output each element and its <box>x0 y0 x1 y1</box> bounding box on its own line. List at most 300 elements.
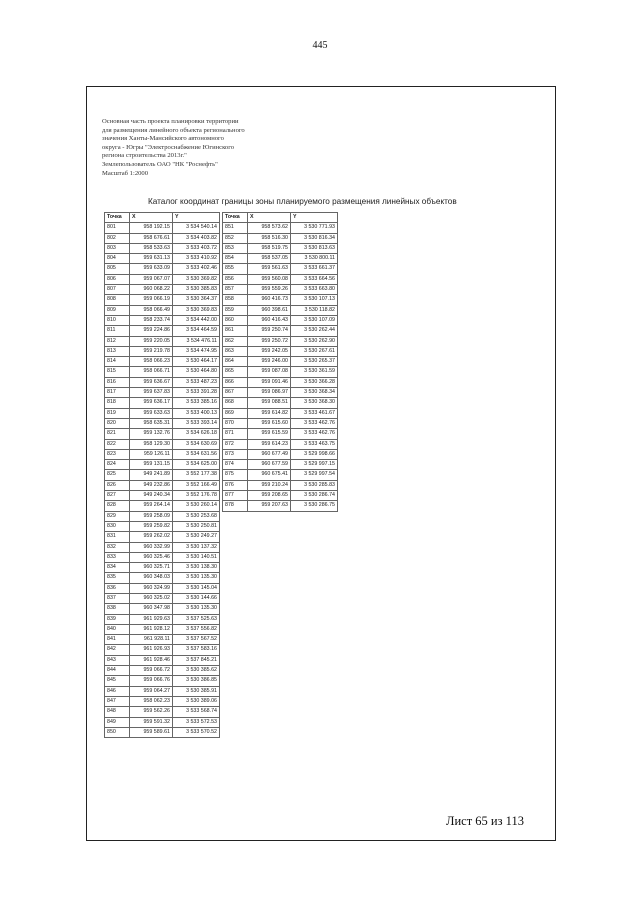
point-cell: 860 <box>223 315 248 325</box>
y-cell: 3 530 369.82 <box>173 274 220 284</box>
table-row <box>223 326 338 336</box>
point-cell: 838 <box>105 604 130 614</box>
y-cell: 3 530 816.34 <box>291 233 338 243</box>
table-row <box>105 717 220 727</box>
point-cell: 825 <box>105 470 130 480</box>
point-cell: 824 <box>105 460 130 470</box>
point-cell: 813 <box>105 346 130 356</box>
x-cell: 960 416.73 <box>248 295 291 305</box>
x-cell: 959 614.82 <box>248 408 291 418</box>
y-cell: 3 533 461.67 <box>291 408 338 418</box>
x-cell: 958 573.62 <box>248 223 291 233</box>
table-row <box>223 367 338 377</box>
x-cell: 959 250.72 <box>248 336 291 346</box>
x-cell: 958 519.75 <box>248 243 291 253</box>
point-cell: 850 <box>105 727 130 737</box>
y-cell: 3 530 813.63 <box>291 243 338 253</box>
x-cell: 959 633.09 <box>130 264 173 274</box>
table-row <box>105 573 220 583</box>
y-cell: 3 530 389.06 <box>173 696 220 706</box>
x-cell: 959 591.32 <box>130 717 173 727</box>
table-row <box>223 418 338 428</box>
point-cell: 822 <box>105 439 130 449</box>
x-cell: 959 258.09 <box>130 511 173 521</box>
x-cell: 959 614.23 <box>248 439 291 449</box>
x-cell: 960 324.99 <box>130 583 173 593</box>
table-row <box>223 243 338 253</box>
y-cell: 3 530 144.66 <box>173 593 220 603</box>
point-cell: 844 <box>105 666 130 676</box>
x-cell: 961 928.46 <box>130 655 173 665</box>
x-cell: 960 332.99 <box>130 542 173 552</box>
table-row <box>223 223 338 233</box>
point-cell: 837 <box>105 593 130 603</box>
table-row <box>223 295 338 305</box>
y-cell: 3 537 845.21 <box>173 655 220 665</box>
x-cell: 959 066.19 <box>130 295 173 305</box>
table-row <box>223 439 338 449</box>
point-cell: 869 <box>223 408 248 418</box>
point-cell: 836 <box>105 583 130 593</box>
y-cell: 3 530 145.04 <box>173 583 220 593</box>
point-cell: 827 <box>105 491 130 501</box>
header-line: округа - Югры "Электроснабжение Югинского <box>102 143 235 151</box>
point-cell: 801 <box>105 223 130 233</box>
y-cell: 3 530 260.14 <box>173 501 220 511</box>
y-cell: 3 534 403.82 <box>173 233 220 243</box>
table-row <box>105 686 220 696</box>
point-cell: 820 <box>105 418 130 428</box>
x-cell: 959 086.97 <box>248 388 291 398</box>
y-cell: 3 530 364.37 <box>173 295 220 305</box>
table-row <box>105 666 220 676</box>
table-row <box>223 264 338 274</box>
table-row <box>105 635 220 645</box>
point-cell: 832 <box>105 542 130 552</box>
x-cell: 959 224.86 <box>130 326 173 336</box>
table-row <box>105 408 220 418</box>
x-cell: 958 676.61 <box>130 233 173 243</box>
y-cell: 3 533 462.76 <box>291 418 338 428</box>
table-row <box>223 449 338 459</box>
table-row <box>223 408 338 418</box>
table-row <box>105 285 220 295</box>
point-cell: 835 <box>105 573 130 583</box>
point-cell: 864 <box>223 357 248 367</box>
x-cell: 959 132.76 <box>130 429 173 439</box>
x-cell: 959 087.08 <box>248 367 291 377</box>
table-row <box>223 346 338 356</box>
header-line: Основная часть проекта планировки территории <box>102 118 239 125</box>
point-cell: 815 <box>105 367 130 377</box>
table-row <box>223 274 338 284</box>
y-cell: 3 534 540.14 <box>173 223 220 233</box>
y-cell: 3 529 998.66 <box>291 449 338 459</box>
x-cell: 960 068.22 <box>130 285 173 295</box>
x-cell: 959 246.00 <box>248 357 291 367</box>
y-cell: 3 533 572.53 <box>173 717 220 727</box>
x-cell: 958 066.71 <box>130 367 173 377</box>
y-cell: 3 534 625.00 <box>173 460 220 470</box>
point-cell: 846 <box>105 686 130 696</box>
x-cell: 959 126.11 <box>130 449 173 459</box>
y-cell: 3 533 570.52 <box>173 727 220 737</box>
page-number: 445 <box>312 40 328 51</box>
x-cell: 958 537.05 <box>248 254 291 264</box>
y-cell: 3 534 631.56 <box>173 449 220 459</box>
table-row <box>105 501 220 511</box>
table-row <box>105 429 220 439</box>
table-row <box>105 295 220 305</box>
point-cell: 877 <box>223 491 248 501</box>
point-cell: 852 <box>223 233 248 243</box>
point-cell: 816 <box>105 377 130 387</box>
x-cell: 961 929.63 <box>130 614 173 624</box>
point-cell: 870 <box>223 418 248 428</box>
point-cell: 859 <box>223 305 248 315</box>
x-cell: 959 091.46 <box>248 377 291 387</box>
table-row <box>105 655 220 665</box>
table-row <box>223 254 338 264</box>
table-row <box>105 583 220 593</box>
point-cell: 853 <box>223 243 248 253</box>
y-cell: 3 534 464.59 <box>173 326 220 336</box>
y-cell: 3 534 474.95 <box>173 346 220 356</box>
y-cell: 3 530 138.30 <box>173 563 220 573</box>
table-body-right <box>223 223 338 511</box>
x-cell: 959 250.74 <box>248 326 291 336</box>
point-cell: 821 <box>105 429 130 439</box>
y-cell: 3 530 286.74 <box>291 491 338 501</box>
y-cell: 3 530 262.90 <box>291 336 338 346</box>
y-cell: 3 552 176.78 <box>173 491 220 501</box>
point-cell: 807 <box>105 285 130 295</box>
table-header-row <box>223 213 338 223</box>
point-cell: 828 <box>105 501 130 511</box>
y-cell: 3 537 556.82 <box>173 624 220 634</box>
y-cell: 3 533 400.13 <box>173 408 220 418</box>
point-cell: 862 <box>223 336 248 346</box>
table-row <box>223 470 338 480</box>
table-row <box>105 593 220 603</box>
table-row <box>105 460 220 470</box>
x-cell: 959 220.05 <box>130 336 173 346</box>
table-row <box>105 604 220 614</box>
point-cell: 803 <box>105 243 130 253</box>
x-cell: 949 240.34 <box>130 491 173 501</box>
y-cell: 3 530 385.91 <box>173 686 220 696</box>
point-cell: 861 <box>223 326 248 336</box>
column-header-y: Y <box>173 213 220 223</box>
x-cell: 959 131.15 <box>130 460 173 470</box>
document-header <box>102 118 422 178</box>
table-row <box>105 336 220 346</box>
y-cell: 3 533 410.92 <box>173 254 220 264</box>
point-cell: 806 <box>105 274 130 284</box>
y-cell: 3 530 464.17 <box>173 357 220 367</box>
point-cell: 878 <box>223 501 248 511</box>
y-cell: 3 530 369.83 <box>173 305 220 315</box>
table-row <box>105 398 220 408</box>
y-cell: 3 533 393.14 <box>173 418 220 428</box>
table-row <box>223 388 338 398</box>
y-cell: 3 552 166.49 <box>173 480 220 490</box>
point-cell: 868 <box>223 398 248 408</box>
table-row <box>105 315 220 325</box>
x-cell: 960 416.43 <box>248 315 291 325</box>
x-cell: 959 259.82 <box>130 521 173 531</box>
point-cell: 843 <box>105 655 130 665</box>
x-cell: 958 533.63 <box>130 243 173 253</box>
header-line: Масштаб 1:2000 <box>102 169 149 177</box>
table-row <box>105 254 220 264</box>
y-cell: 3 537 525.63 <box>173 614 220 624</box>
point-cell: 839 <box>105 614 130 624</box>
table-row <box>105 305 220 315</box>
table-row <box>223 398 338 408</box>
x-cell: 960 348.03 <box>130 573 173 583</box>
point-cell: 847 <box>105 696 130 706</box>
point-cell: 819 <box>105 408 130 418</box>
point-cell: 863 <box>223 346 248 356</box>
point-cell: 834 <box>105 563 130 573</box>
x-cell: 959 636.67 <box>130 377 173 387</box>
coordinates-table-left <box>104 212 220 738</box>
table-row <box>105 707 220 717</box>
table-body-left <box>105 223 220 738</box>
point-cell: 866 <box>223 377 248 387</box>
y-cell: 3 533 403.72 <box>173 243 220 253</box>
y-cell: 3 533 661.37 <box>291 264 338 274</box>
table-row <box>223 336 338 346</box>
x-cell: 960 325.02 <box>130 593 173 603</box>
table-row <box>105 480 220 490</box>
x-cell: 959 631.13 <box>130 254 173 264</box>
y-cell: 3 530 800.11 <box>291 254 338 264</box>
table-row <box>105 418 220 428</box>
sheet-label: Лист 65 из 113 <box>446 814 524 828</box>
point-cell: 855 <box>223 264 248 274</box>
x-cell: 959 066.76 <box>130 676 173 686</box>
table-row <box>105 645 220 655</box>
x-cell: 949 241.89 <box>130 470 173 480</box>
x-cell: 959 067.07 <box>130 274 173 284</box>
table-row <box>105 563 220 573</box>
x-cell: 959 615.59 <box>248 429 291 439</box>
point-cell: 812 <box>105 336 130 346</box>
y-cell: 3 533 487.23 <box>173 377 220 387</box>
table-row <box>223 377 338 387</box>
table-row <box>105 696 220 706</box>
y-cell: 3 533 664.56 <box>291 274 338 284</box>
table-row <box>223 480 338 490</box>
table-row <box>105 532 220 542</box>
point-cell: 829 <box>105 511 130 521</box>
table-row <box>105 388 220 398</box>
point-cell: 826 <box>105 480 130 490</box>
column-header-y: Y <box>291 213 338 223</box>
y-cell: 3 533 402.46 <box>173 264 220 274</box>
y-cell: 3 530 140.51 <box>173 552 220 562</box>
table-row <box>105 727 220 737</box>
table-row <box>105 439 220 449</box>
y-cell: 3 530 135.30 <box>173 604 220 614</box>
point-cell: 831 <box>105 532 130 542</box>
point-cell: 823 <box>105 449 130 459</box>
column-header-x: X <box>130 213 173 223</box>
y-cell: 3 534 476.11 <box>173 336 220 346</box>
point-cell: 802 <box>105 233 130 243</box>
table-row <box>105 346 220 356</box>
x-cell: 958 516.30 <box>248 233 291 243</box>
y-cell: 3 530 386.85 <box>173 676 220 686</box>
point-cell: 818 <box>105 398 130 408</box>
x-cell: 958 066.49 <box>130 305 173 315</box>
point-cell: 842 <box>105 645 130 655</box>
y-cell: 3 552 177.38 <box>173 470 220 480</box>
x-cell: 959 207.63 <box>248 501 291 511</box>
table-row <box>105 552 220 562</box>
x-cell: 958 233.74 <box>130 315 173 325</box>
x-cell: 949 232.86 <box>130 480 173 490</box>
column-header-point: Точка <box>105 213 130 223</box>
table-row <box>105 676 220 686</box>
y-cell: 3 537 567.52 <box>173 635 220 645</box>
x-cell: 960 675.41 <box>248 470 291 480</box>
x-cell: 959 066.72 <box>130 666 173 676</box>
x-cell: 960 677.59 <box>248 460 291 470</box>
point-cell: 840 <box>105 624 130 634</box>
y-cell: 3 537 583.16 <box>173 645 220 655</box>
y-cell: 3 530 366.28 <box>291 377 338 387</box>
header-line: для размещения линейного объекта регионального <box>102 126 245 134</box>
point-cell: 872 <box>223 439 248 449</box>
x-cell: 960 347.98 <box>130 604 173 614</box>
table-row <box>105 614 220 624</box>
table-row <box>105 223 220 233</box>
x-cell: 958 062.23 <box>130 696 173 706</box>
x-cell: 959 636.17 <box>130 398 173 408</box>
y-cell: 3 530 267.61 <box>291 346 338 356</box>
table-row <box>223 305 338 315</box>
point-cell: 833 <box>105 552 130 562</box>
y-cell: 3 530 107.13 <box>291 295 338 305</box>
x-cell: 958 192.15 <box>130 223 173 233</box>
y-cell: 3 530 137.32 <box>173 542 220 552</box>
point-cell: 810 <box>105 315 130 325</box>
table-row <box>105 264 220 274</box>
y-cell: 3 533 463.75 <box>291 439 338 449</box>
y-cell: 3 530 262.44 <box>291 326 338 336</box>
table-row <box>105 521 220 531</box>
table-header-row <box>105 213 220 223</box>
table-row <box>223 357 338 367</box>
x-cell: 958 635.31 <box>130 418 173 428</box>
table-row <box>105 449 220 459</box>
y-cell: 3 533 391.28 <box>173 388 220 398</box>
point-cell: 857 <box>223 285 248 295</box>
header-line: Землепользователь ОАО "НК "Роснефть" <box>102 160 218 168</box>
table-row <box>105 511 220 521</box>
point-cell: 830 <box>105 521 130 531</box>
x-cell: 959 589.61 <box>130 727 173 737</box>
y-cell: 3 530 249.27 <box>173 532 220 542</box>
table-row <box>105 243 220 253</box>
point-cell: 856 <box>223 274 248 284</box>
header-line: значения Ханты-Мансийского автономного <box>102 135 224 143</box>
point-cell: 875 <box>223 470 248 480</box>
x-cell: 959 242.05 <box>248 346 291 356</box>
x-cell: 960 325.71 <box>130 563 173 573</box>
table-row <box>105 624 220 634</box>
y-cell: 3 533 462.76 <box>291 429 338 439</box>
y-cell: 3 530 385.62 <box>173 666 220 676</box>
column-header-point: Точка <box>223 213 248 223</box>
x-cell: 959 633.63 <box>130 408 173 418</box>
point-cell: 873 <box>223 449 248 459</box>
y-cell: 3 530 361.59 <box>291 367 338 377</box>
table-row <box>223 501 338 511</box>
table-row <box>105 542 220 552</box>
y-cell: 3 533 385.16 <box>173 398 220 408</box>
y-cell: 3 529 997.54 <box>291 470 338 480</box>
point-cell: 854 <box>223 254 248 264</box>
point-cell: 805 <box>105 264 130 274</box>
x-cell: 961 926.93 <box>130 645 173 655</box>
point-cell: 876 <box>223 480 248 490</box>
x-cell: 958 066.23 <box>130 357 173 367</box>
column-header-x: X <box>248 213 291 223</box>
x-cell: 960 325.46 <box>130 552 173 562</box>
x-cell: 959 219.78 <box>130 346 173 356</box>
y-cell: 3 534 630.69 <box>173 439 220 449</box>
point-cell: 849 <box>105 717 130 727</box>
y-cell: 3 530 135.30 <box>173 573 220 583</box>
point-cell: 848 <box>105 707 130 717</box>
x-cell: 959 088.51 <box>248 398 291 408</box>
table-row <box>105 233 220 243</box>
x-cell: 961 928.12 <box>130 624 173 634</box>
x-cell: 959 561.63 <box>248 264 291 274</box>
y-cell: 3 530 771.93 <box>291 223 338 233</box>
x-cell: 959 562.26 <box>130 707 173 717</box>
header-line: региона строительства 2013г." <box>102 152 187 160</box>
catalog-title: Каталог координат границы зоны планируемого размещения линейных объектов <box>148 197 457 206</box>
y-cell: 3 530 250.81 <box>173 521 220 531</box>
y-cell: 3 530 385.83 <box>173 285 220 295</box>
table-row <box>105 491 220 501</box>
table-row <box>223 285 338 295</box>
x-cell: 959 560.08 <box>248 274 291 284</box>
point-cell: 811 <box>105 326 130 336</box>
point-cell: 874 <box>223 460 248 470</box>
table-row <box>223 233 338 243</box>
table-row <box>105 377 220 387</box>
x-cell: 960 677.49 <box>248 449 291 459</box>
y-cell: 3 533 568.74 <box>173 707 220 717</box>
point-cell: 808 <box>105 295 130 305</box>
y-cell: 3 530 107.09 <box>291 315 338 325</box>
y-cell: 3 529 997.15 <box>291 460 338 470</box>
y-cell: 3 530 286.75 <box>291 501 338 511</box>
x-cell: 958 129.30 <box>130 439 173 449</box>
table-row <box>105 367 220 377</box>
point-cell: 851 <box>223 223 248 233</box>
y-cell: 3 534 442.00 <box>173 315 220 325</box>
point-cell: 871 <box>223 429 248 439</box>
point-cell: 858 <box>223 295 248 305</box>
y-cell: 3 530 118.82 <box>291 305 338 315</box>
